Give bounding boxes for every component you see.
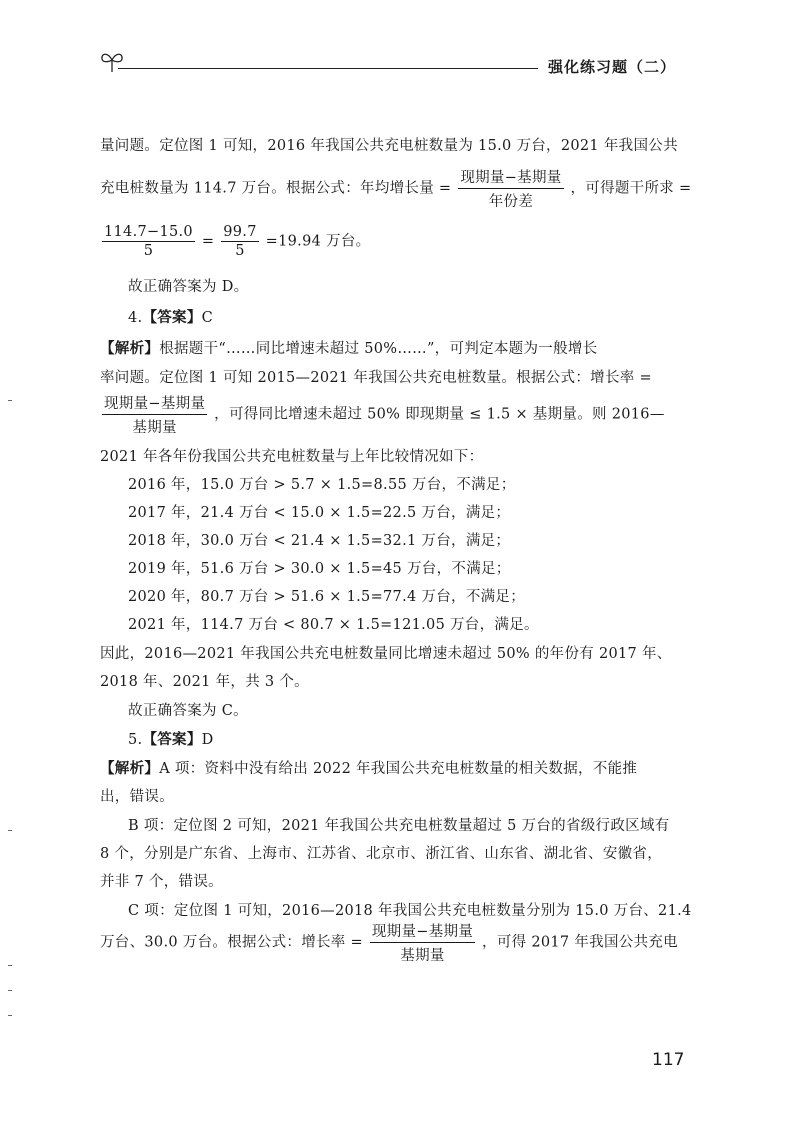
question-number: 4. [128, 310, 143, 326]
answer-choice: C [201, 310, 214, 326]
text-segment: 根据题干“……同比增速未超过 50%……”，可判定本题为一般增长 [159, 341, 598, 357]
comparison-item: 2019 年，51.6 万台 > 30.0 × 1.5=45 万台，不满足； [128, 561, 511, 577]
text-line: 率问题。定位图 1 可知 2015—2021 年我国公共充电桩数量。根据公式：增长率 = [100, 370, 652, 386]
text-segment: ，可得 2017 年我国公共充电 [482, 934, 678, 951]
calculation-line [100, 224, 370, 259]
answer-conclusion: 故正确答案为 D。 [128, 279, 249, 295]
answer-tag: 【答案】 [142, 309, 202, 326]
formula-fraction [102, 224, 195, 259]
scan-mark [8, 965, 12, 966]
fraction-numerator: 114.7−15.0 [104, 224, 193, 240]
text-line: B 项：定位图 2 可知，2021 年我国公共充电桩数量超过 5 万台的省级行政区域有 [128, 818, 670, 834]
fraction-numerator: 现期量−基期量 [458, 166, 563, 189]
text-line: 2018 年、2021 年，共 3 个。 [100, 674, 309, 690]
text-line: 并非 7 个，错误。 [100, 874, 223, 890]
fraction-numerator: 现期量−基期量 [102, 392, 207, 415]
text-line: C 项：定位图 1 可知，2016—2018 年我国公共充电桩数量分别为 15.0 万台、21.4 [128, 903, 692, 919]
fraction-denominator: 年份差 [488, 194, 534, 210]
header-rule [118, 68, 538, 69]
text-segment: ，可得同比增速未超过 50% 即现期量 ≤ 1.5 × 基期量。则 2016— [214, 406, 665, 423]
scan-mark [8, 400, 12, 401]
text-line: 量问题。定位图 1 可知，2016 年我国公共充电桩数量为 15.0 万台，2021 年我国公共 [100, 138, 678, 154]
answer-heading [128, 728, 214, 749]
equals-sign: = [201, 233, 215, 250]
formula-fraction [370, 920, 475, 965]
fraction-denominator: 5 [143, 243, 154, 259]
analysis-tag: 【解析】 [100, 340, 160, 357]
fraction-numerator: 现期量−基期量 [370, 920, 475, 943]
fraction-denominator: 基期量 [400, 948, 445, 964]
scan-mark [8, 830, 12, 831]
scan-mark [8, 1015, 12, 1016]
comparison-item: 2016 年，15.0 万台 > 5.7 × 1.5=8.55 万台，不满足； [128, 477, 516, 493]
answer-tag: 【答案】 [142, 731, 202, 748]
fraction-numerator: 99.7 [223, 224, 257, 240]
text-line: 2021 年各年份我国公共充电桩数量与上年比较情况如下： [100, 449, 484, 465]
fraction-denominator: 5 [235, 243, 245, 259]
text-segment: ，可得题干所求 = [570, 180, 692, 197]
text-segment: 充电桩数量为 114.7 万台。根据公式：年均增长量 = [100, 180, 452, 197]
sprout-icon [98, 46, 126, 74]
formula-fraction [221, 224, 259, 259]
analysis-line [100, 757, 637, 778]
analysis-tag: 【解析】 [100, 760, 160, 777]
fraction-denominator: 基期量 [132, 420, 177, 436]
text-line: 因此，2016—2021 年我国公共充电桩数量同比增速未超过 50% 的年份有 2017 年、 [100, 646, 672, 662]
answer-heading [128, 306, 213, 327]
text-line-with-fraction [100, 392, 665, 437]
comparison-item: 2017 年，21.4 万台 < 15.0 × 1.5=22.5 万台，满足； [128, 505, 511, 521]
question-number: 5. [128, 732, 143, 748]
analysis-line [100, 337, 597, 358]
text-segment: A 项：资料中没有给出 2022 年我国公共充电桩数量的相关数据，不能推 [159, 761, 638, 777]
text-line-with-fraction [100, 166, 691, 211]
comparison-item: 2021 年，114.7 万台 < 80.7 × 1.5=121.05 万台，满足。 [128, 617, 539, 633]
text-segment: 万台、30.0 万台。根据公式：增长率 = [100, 934, 363, 951]
text-line-with-fraction [100, 920, 678, 965]
comparison-item: 2020 年，80.7 万台 > 51.6 × 1.5=77.4 万台，不满足； [128, 589, 526, 605]
page-number: 117 [652, 1050, 685, 1070]
answer-choice: D [201, 732, 214, 748]
scan-mark [8, 990, 12, 991]
text-line: 出，错误。 [100, 789, 174, 805]
chapter-title: 强化练习题（二） [548, 58, 677, 76]
text-segment: =19.94 万台。 [265, 233, 371, 250]
formula-fraction [102, 392, 207, 437]
answer-conclusion: 故正确答案为 C。 [128, 703, 248, 719]
comparison-item: 2018 年，30.0 万台 < 21.4 × 1.5=32.1 万台，满足； [128, 533, 511, 549]
text-line: 8 个，分别是广东省、上海市、江苏省、北京市、浙江省、山东省、湖北省、安徽省， [100, 846, 663, 862]
formula-fraction [458, 166, 563, 211]
